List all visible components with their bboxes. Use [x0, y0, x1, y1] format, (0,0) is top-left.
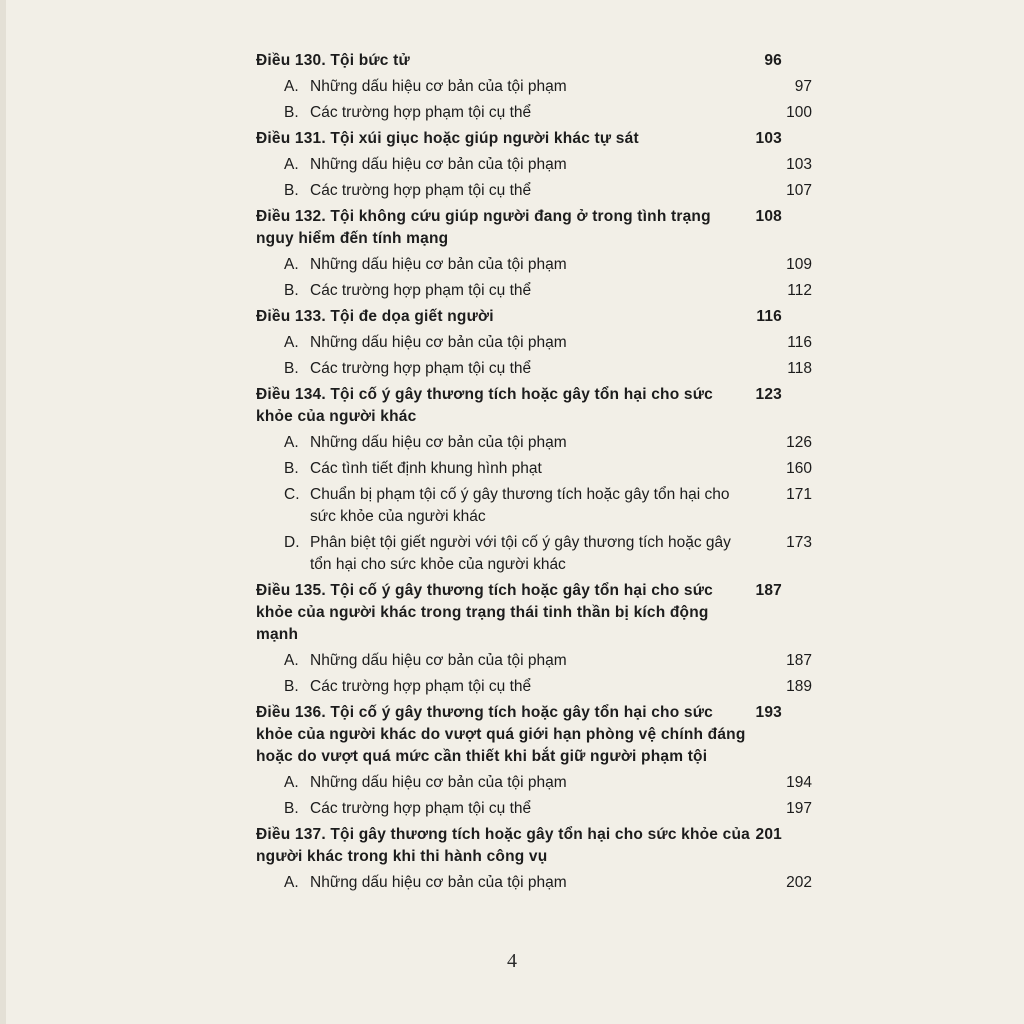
section-letter: A. — [284, 156, 299, 173]
article-heading — [256, 382, 812, 430]
section-title: Những dấu hiệu cơ bản của tội phạm — [310, 652, 567, 669]
section-title: Những dấu hiệu cơ bản của tội phạm — [310, 874, 567, 891]
toc-entry — [256, 204, 812, 304]
section-page-number: 100 — [786, 104, 812, 121]
section-item — [256, 74, 812, 100]
article-page-number: 103 — [755, 130, 782, 147]
article-title: Điều 131. Tội xúi giục hoặc giúp người khác tự sát — [256, 130, 639, 147]
section-page-number: 116 — [787, 334, 812, 351]
section-letter: A. — [284, 78, 299, 95]
section-letter: A. — [284, 874, 299, 891]
section-page-number: 171 — [786, 486, 812, 503]
article-heading — [256, 822, 812, 870]
article-page-number: 116 — [756, 308, 782, 325]
article-title: Điều 136. Tội cố ý gây thương tích hoặc gây tổn hại cho sức khỏe của người khác do vượt quá giới hạn phòng vệ chính đáng hoặc do vượt quá mức cần thiết khi bắt giữ người phạm tội — [256, 704, 746, 765]
article-page-number: 201 — [755, 826, 782, 843]
section-item — [256, 178, 812, 204]
section-letter: A. — [284, 652, 299, 669]
section-title: Các trường hợp phạm tội cụ thể — [310, 104, 532, 121]
toc-entry — [256, 578, 812, 700]
toc-entry — [256, 822, 812, 896]
article-title: Điều 132. Tội không cứu giúp người đang ở trong tình trạng nguy hiểm đến tính mạng — [256, 208, 711, 247]
table-of-contents — [256, 48, 812, 896]
section-item — [256, 278, 812, 304]
section-item — [256, 456, 812, 482]
section-letter: A. — [284, 434, 299, 451]
article-heading — [256, 126, 812, 152]
section-item — [256, 430, 812, 456]
section-title: Chuẩn bị phạm tội cố ý gây thương tích hoặc gây tổn hại cho sức khỏe của người khác — [310, 486, 730, 525]
article-page-number: 193 — [755, 704, 782, 721]
toc-entry — [256, 700, 812, 822]
section-item — [256, 770, 812, 796]
section-title: Những dấu hiệu cơ bản của tội phạm — [310, 434, 567, 451]
article-page-number: 96 — [764, 52, 782, 69]
section-page-number: 189 — [786, 678, 812, 695]
section-letter: C. — [284, 486, 300, 503]
section-title: Phân biệt tội giết người với tội cố ý gây thương tích hoặc gây tổn hại cho sức khỏe của người khác — [310, 534, 731, 573]
section-letter: A. — [284, 334, 299, 351]
section-item — [256, 330, 812, 356]
section-page-number: 187 — [786, 652, 812, 669]
section-page-number: 197 — [786, 800, 812, 817]
toc-entry — [256, 304, 812, 382]
section-title: Các trường hợp phạm tội cụ thể — [310, 360, 532, 377]
section-page-number: 173 — [786, 534, 812, 551]
section-letter: B. — [284, 182, 299, 199]
section-page-number: 103 — [786, 156, 812, 173]
article-heading — [256, 700, 812, 770]
section-page-number: 160 — [786, 460, 812, 477]
section-title: Những dấu hiệu cơ bản của tội phạm — [310, 774, 567, 791]
article-heading — [256, 204, 812, 252]
section-item — [256, 796, 812, 822]
section-title: Các tình tiết định khung hình phạt — [310, 460, 542, 477]
page-number: 4 — [507, 950, 517, 972]
section-page-number: 112 — [787, 282, 812, 299]
section-letter: B. — [284, 282, 299, 299]
section-page-number: 194 — [786, 774, 812, 791]
section-title: Các trường hợp phạm tội cụ thể — [310, 282, 532, 299]
section-page-number: 202 — [786, 874, 812, 891]
section-letter: A. — [284, 774, 299, 791]
section-page-number: 97 — [794, 78, 812, 95]
section-letter: D. — [284, 534, 300, 551]
section-item — [256, 674, 812, 700]
section-letter: B. — [284, 460, 299, 477]
section-item — [256, 482, 812, 530]
article-title: Điều 134. Tội cố ý gây thương tích hoặc gây tổn hại cho sức khỏe của người khác — [256, 386, 713, 425]
section-page-number: 107 — [786, 182, 812, 199]
section-title: Những dấu hiệu cơ bản của tội phạm — [310, 78, 567, 95]
section-title: Những dấu hiệu cơ bản của tội phạm — [310, 156, 567, 173]
section-letter: A. — [284, 256, 299, 273]
section-item — [256, 870, 812, 896]
section-page-number: 126 — [786, 434, 812, 451]
section-item — [256, 356, 812, 382]
section-item — [256, 530, 812, 578]
toc-entry — [256, 382, 812, 578]
section-letter: B. — [284, 800, 299, 817]
article-page-number: 123 — [755, 386, 782, 403]
article-title: Điều 133. Tội đe dọa giết người — [256, 308, 494, 325]
article-page-number: 108 — [755, 208, 782, 225]
section-title: Các trường hợp phạm tội cụ thể — [310, 800, 532, 817]
section-page-number: 118 — [787, 360, 812, 377]
article-heading — [256, 304, 812, 330]
section-item — [256, 100, 812, 126]
section-title: Những dấu hiệu cơ bản của tội phạm — [310, 256, 567, 273]
article-title: Điều 130. Tội bức tử — [256, 52, 410, 69]
section-page-number: 109 — [786, 256, 812, 273]
section-letter: B. — [284, 678, 299, 695]
article-heading — [256, 48, 812, 74]
article-title: Điều 135. Tội cố ý gây thương tích hoặc gây tổn hại cho sức khỏe của người khác trong trạng thái tinh thần bị kích động mạnh — [256, 582, 713, 643]
section-letter: B. — [284, 360, 299, 377]
section-title: Các trường hợp phạm tội cụ thể — [310, 182, 532, 199]
toc-entry — [256, 48, 812, 126]
article-heading — [256, 578, 812, 648]
toc-entry — [256, 126, 812, 204]
section-item — [256, 252, 812, 278]
section-title: Các trường hợp phạm tội cụ thể — [310, 678, 532, 695]
article-title: Điều 137. Tội gây thương tích hoặc gây tổn hại cho sức khỏe của người khác trong khi thi hành công vụ — [256, 826, 750, 865]
section-title: Những dấu hiệu cơ bản của tội phạm — [310, 334, 567, 351]
section-item — [256, 152, 812, 178]
section-item — [256, 648, 812, 674]
article-page-number: 187 — [755, 582, 782, 599]
section-letter: B. — [284, 104, 299, 121]
